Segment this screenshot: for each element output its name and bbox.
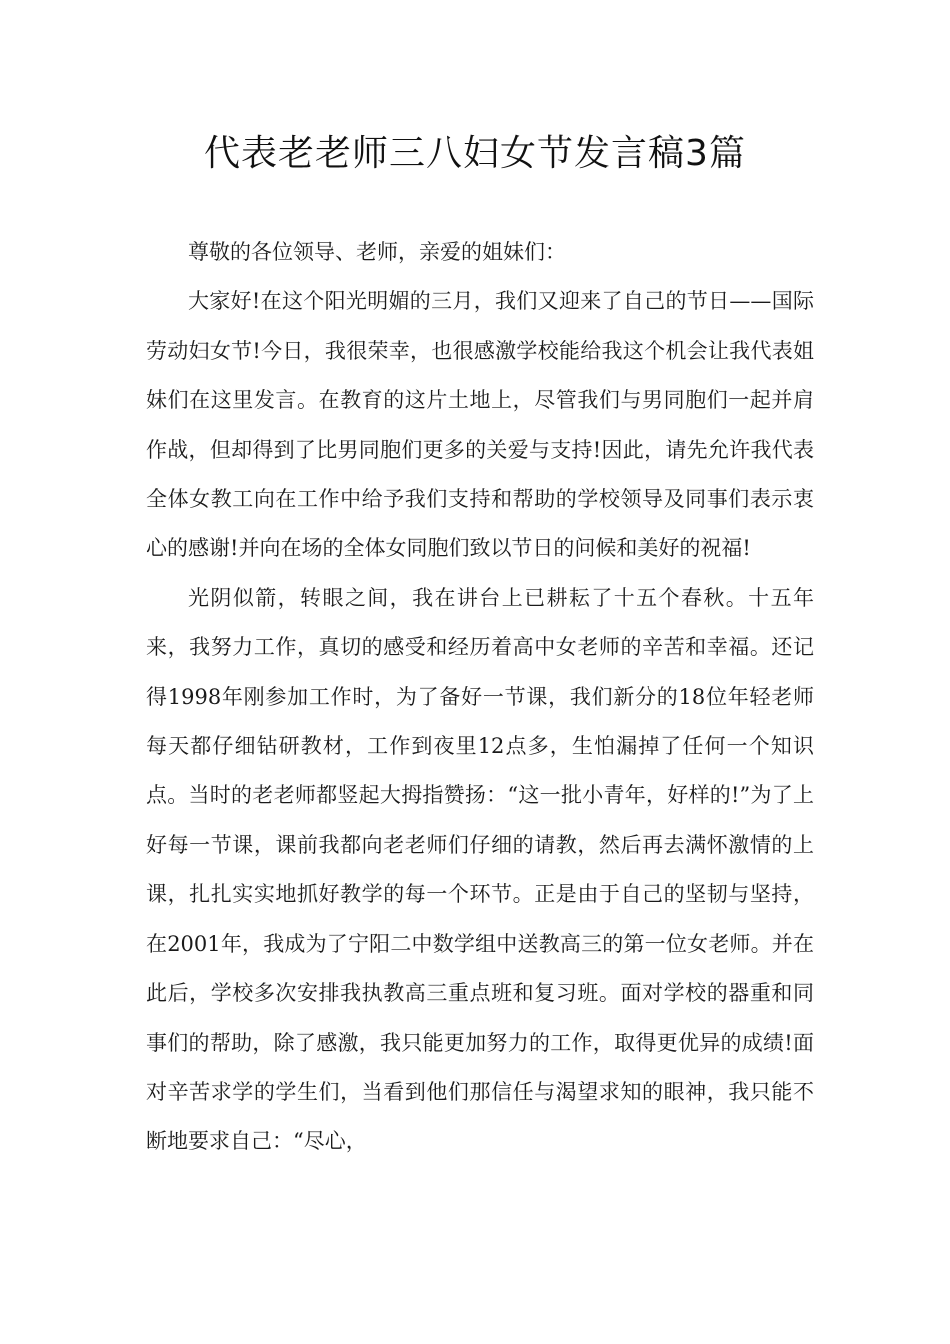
document-body (146, 228, 814, 1167)
career-paragraph: 光阴似箭，转眼之间，我在讲台上已耕耘了十五个春秋。十五年来，我努力工作，真切的感受和经历着高中女老师的辛苦和幸福。还记得1998年刚参加工作时，为了备好一节课，我们新分的18位年轻老师每天都仔细钻研教材，工作到夜里12点多，生怕漏掉了任何一个知识点。当时的老老师都竖起大拇指赞扬：“这一批小青年，好样的!”为了上好每一节课，课前我都向老老师们仔细的请教，然后再去满怀激情的上课，扎扎实实地抓好教学的每一个环节。正是由于自己的坚韧与坚持，在2001年，我成为了宁阳二中数学组中送教高三的第一位女老师。并在此后，学校多次安排我执教高三重点班和复习班。面对学校的器重和同事们的帮助，除了感激，我只能更加努力的工作，取得更优异的成绩!面对辛苦求学的学生们，当看到他们那信任与渴望求知的眼神，我只能不断地要求自己：“尽心， (146, 585, 814, 1154)
salutation-paragraph: 尊敬的各位领导、老师，亲爱的姐妹们： (188, 240, 566, 264)
document-title: 代表老老师三八妇女节发言稿3篇 (204, 133, 746, 174)
greeting-paragraph: 大家好!在这个阳光明媚的三月，我们又迎来了自己的节日——国际劳动妇女节!今日，我很荣幸，也很感激学校能给我这个机会让我代表姐妹们在这里发言。在教育的这片土地上，尽管我们与男同胞们一起并肩作战，但却得到了比男同胞们更多的关爱与支持!因此，请先允许我代表全体女教工向在工作中给予我们支持和帮助的学校领导及同事们表示衷心的感谢!并向在场的全体女同胞们致以节日的问候和美好的祝福! (146, 289, 814, 561)
